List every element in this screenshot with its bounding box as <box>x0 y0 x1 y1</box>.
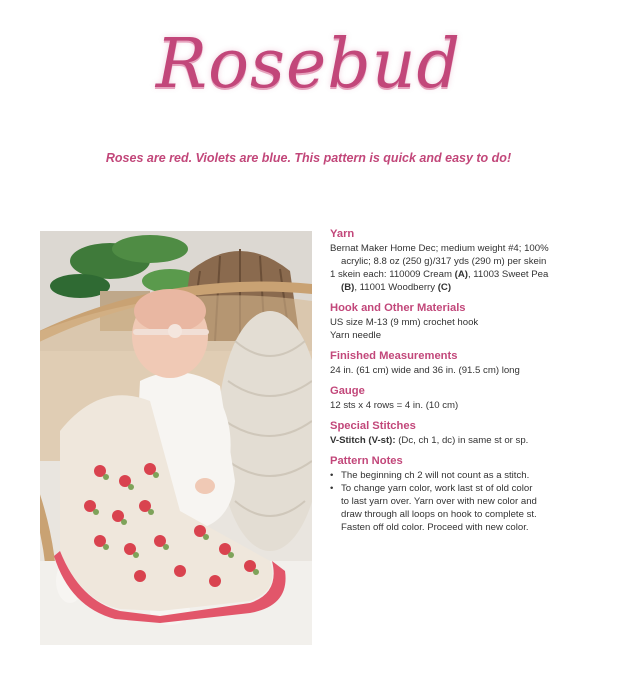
baby-blanket-photo <box>40 231 312 645</box>
yarn-line-2: acrylic; 8.8 oz (250 g)/317 yds (290 m) per skein <box>341 256 547 267</box>
finished-measurements-section <box>330 350 612 377</box>
gauge-line-1: 12 sts x 4 rows = 4 in. (10 cm) <box>330 400 459 411</box>
yarn-line-4 <box>330 281 612 294</box>
yarn-line-4-mid: , 11001 Woodberry <box>354 282 438 293</box>
gauge-section <box>330 385 612 412</box>
section-heading-gauge: Gauge <box>330 385 365 397</box>
notes-list <box>330 469 612 534</box>
note-item-1: • The beginning ch 2 will not count as a stitch. <box>330 469 612 482</box>
section-heading-special: Special Stitches <box>330 420 416 432</box>
note-2-line-2: to last yarn over. Yarn over with new color and <box>341 496 537 507</box>
yarn-line-3-mid: , 11003 Sweet Pea <box>467 269 549 280</box>
pattern-notes-section <box>330 455 612 534</box>
note-2-line-4: Fasten off old color. Proceed with new color. <box>341 522 529 533</box>
note-2-line-1: • To change yarn color, work last st of old color <box>341 483 533 494</box>
special-stitches-section <box>330 420 612 447</box>
special-stitch-definition <box>330 434 612 447</box>
tagline: Roses are red. Violets are blue. This pattern is quick and easy to do! <box>105 151 512 165</box>
pattern-title-logo: Rosebud <box>155 25 462 104</box>
yarn-line-1: Bernat Maker Home Dec; medium weight #4; 100% <box>330 243 549 254</box>
hook-description <box>330 316 612 342</box>
yarn-line-3-text: 1 skein each: 110009 Cream <box>330 269 455 280</box>
hook-section <box>330 302 612 342</box>
yarn-line-3 <box>330 268 612 281</box>
pattern-details <box>330 228 612 542</box>
color-b-label: (B) <box>341 282 355 293</box>
color-c-label: (C) <box>437 282 452 293</box>
section-heading-finished: Finished Measurements <box>330 350 458 362</box>
section-heading-yarn: Yarn <box>330 228 355 240</box>
section-heading-hook: Hook and Other Materials <box>330 302 466 314</box>
yarn-description <box>330 242 612 294</box>
color-a-label: (A) <box>454 269 468 280</box>
yarn-section <box>330 228 612 294</box>
title-area <box>0 10 617 120</box>
hook-line-1: US size M-13 (9 mm) crochet hook <box>330 317 479 328</box>
section-heading-notes: Pattern Notes <box>330 455 403 467</box>
note-item-2 <box>330 482 612 534</box>
note-2-line-3: draw through all loops on hook to complete st. <box>341 509 537 520</box>
finished-line-1: 24 in. (61 cm) wide and 36 in. (91.5 cm) long <box>330 365 520 376</box>
special-stitch-term: V-Stitch (V-st): <box>330 435 396 446</box>
hook-line-2: Yarn needle <box>330 330 382 341</box>
special-stitch-text: (Dc, ch 1, dc) in same st or sp. <box>395 435 529 446</box>
